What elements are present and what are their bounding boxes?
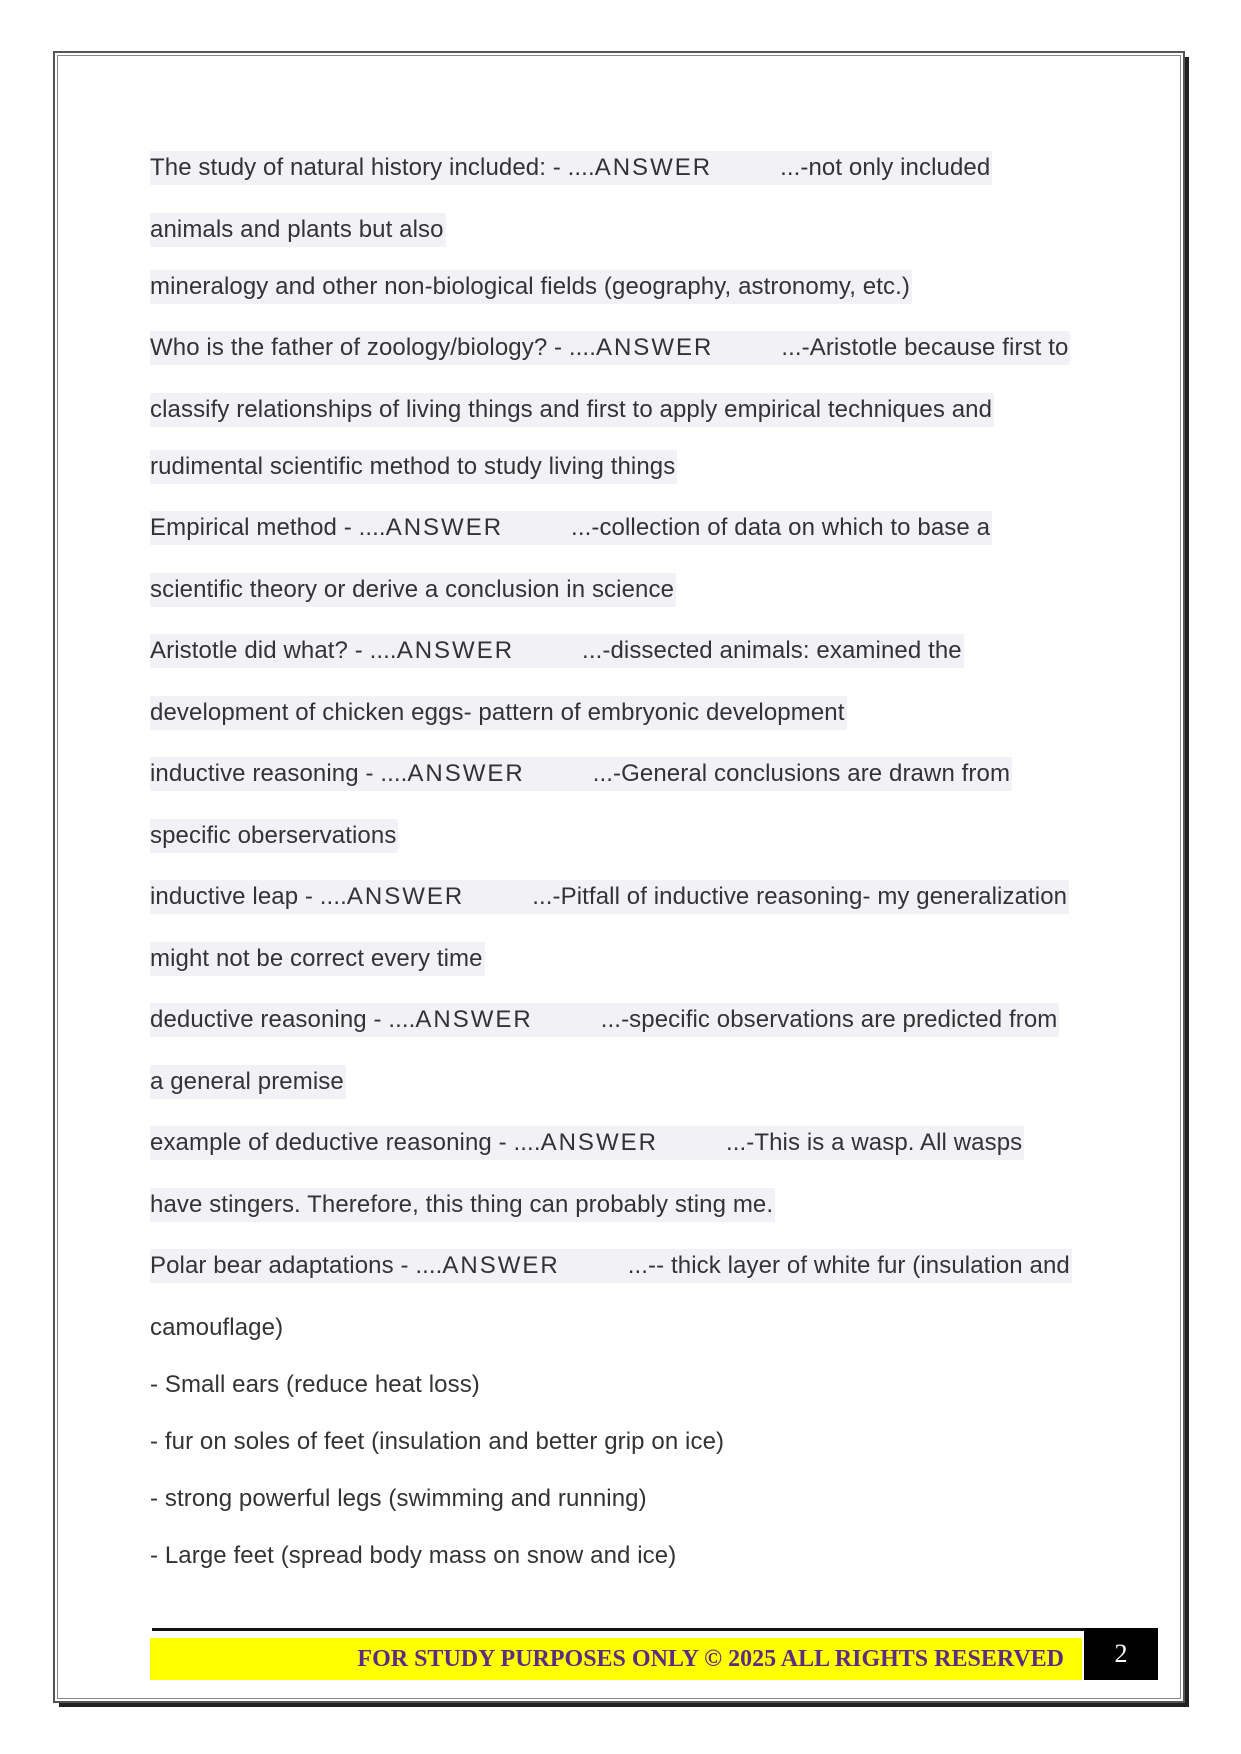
- footer-rule: [152, 1628, 1084, 1631]
- page-number: 2: [1084, 1628, 1158, 1680]
- answer-line: have stingers. Therefore, this thing can probably sting me.: [150, 1188, 775, 1222]
- answer-line: scientific theory or derive a conclusion in science: [150, 573, 676, 607]
- answer-line: a general premise: [150, 1065, 346, 1099]
- answer-line: classify relationships of living things and first to apply empirical techniques and: [150, 393, 994, 427]
- answer-line: development of chicken eggs- pattern of embryonic development: [150, 696, 847, 730]
- question-line: Who is the father of zoology/biology? - ....ANSWER ...-Aristotle because first to: [150, 331, 1070, 365]
- answer-line: rudimental scientific method to study living things: [150, 450, 677, 484]
- question-line: The study of natural history included: - ....ANSWER ...-not only included: [150, 151, 992, 185]
- answer-line: specific oberservations: [150, 819, 398, 853]
- bullet-item: - strong powerful legs (swimming and running): [150, 1485, 647, 1512]
- bullet-item: - Small ears (reduce heat loss): [150, 1371, 480, 1398]
- answer-line: camouflage): [150, 1314, 284, 1341]
- question-line: Aristotle did what? - ....ANSWER ...-dissected animals: examined the: [150, 634, 964, 668]
- question-line: example of deductive reasoning - ....ANSWER ...-This is a wasp. All wasps: [150, 1126, 1024, 1160]
- page-shadow-right: [1185, 57, 1189, 1707]
- answer-line: might not be correct every time: [150, 942, 485, 976]
- question-line: inductive reasoning - ....ANSWER ...-General conclusions are drawn from: [150, 757, 1012, 791]
- question-line: deductive reasoning - ....ANSWER ...-specific observations are predicted from: [150, 1003, 1059, 1037]
- footer-notice-text: FOR STUDY PURPOSES ONLY © 2025 ALL RIGHTS RESERVED: [357, 1645, 1064, 1672]
- question-line: Empirical method - ....ANSWER ...-collection of data on which to base a: [150, 511, 992, 545]
- answer-line: animals and plants but also: [150, 213, 446, 247]
- question-line: Polar bear adaptations - ....ANSWER ...-- thick layer of white fur (insulation and: [150, 1249, 1072, 1283]
- bullet-item: - fur on soles of feet (insulation and better grip on ice): [150, 1428, 725, 1455]
- footer-notice: [150, 1638, 1082, 1680]
- question-line: inductive leap - ....ANSWER ...-Pitfall of inductive reasoning- my generalization: [150, 880, 1069, 914]
- answer-line: mineralogy and other non-biological fields (geography, astronomy, etc.): [150, 270, 912, 304]
- page-shadow-bottom: [59, 1703, 1189, 1707]
- bullet-item: - Large feet (spread body mass on snow and ice): [150, 1542, 677, 1569]
